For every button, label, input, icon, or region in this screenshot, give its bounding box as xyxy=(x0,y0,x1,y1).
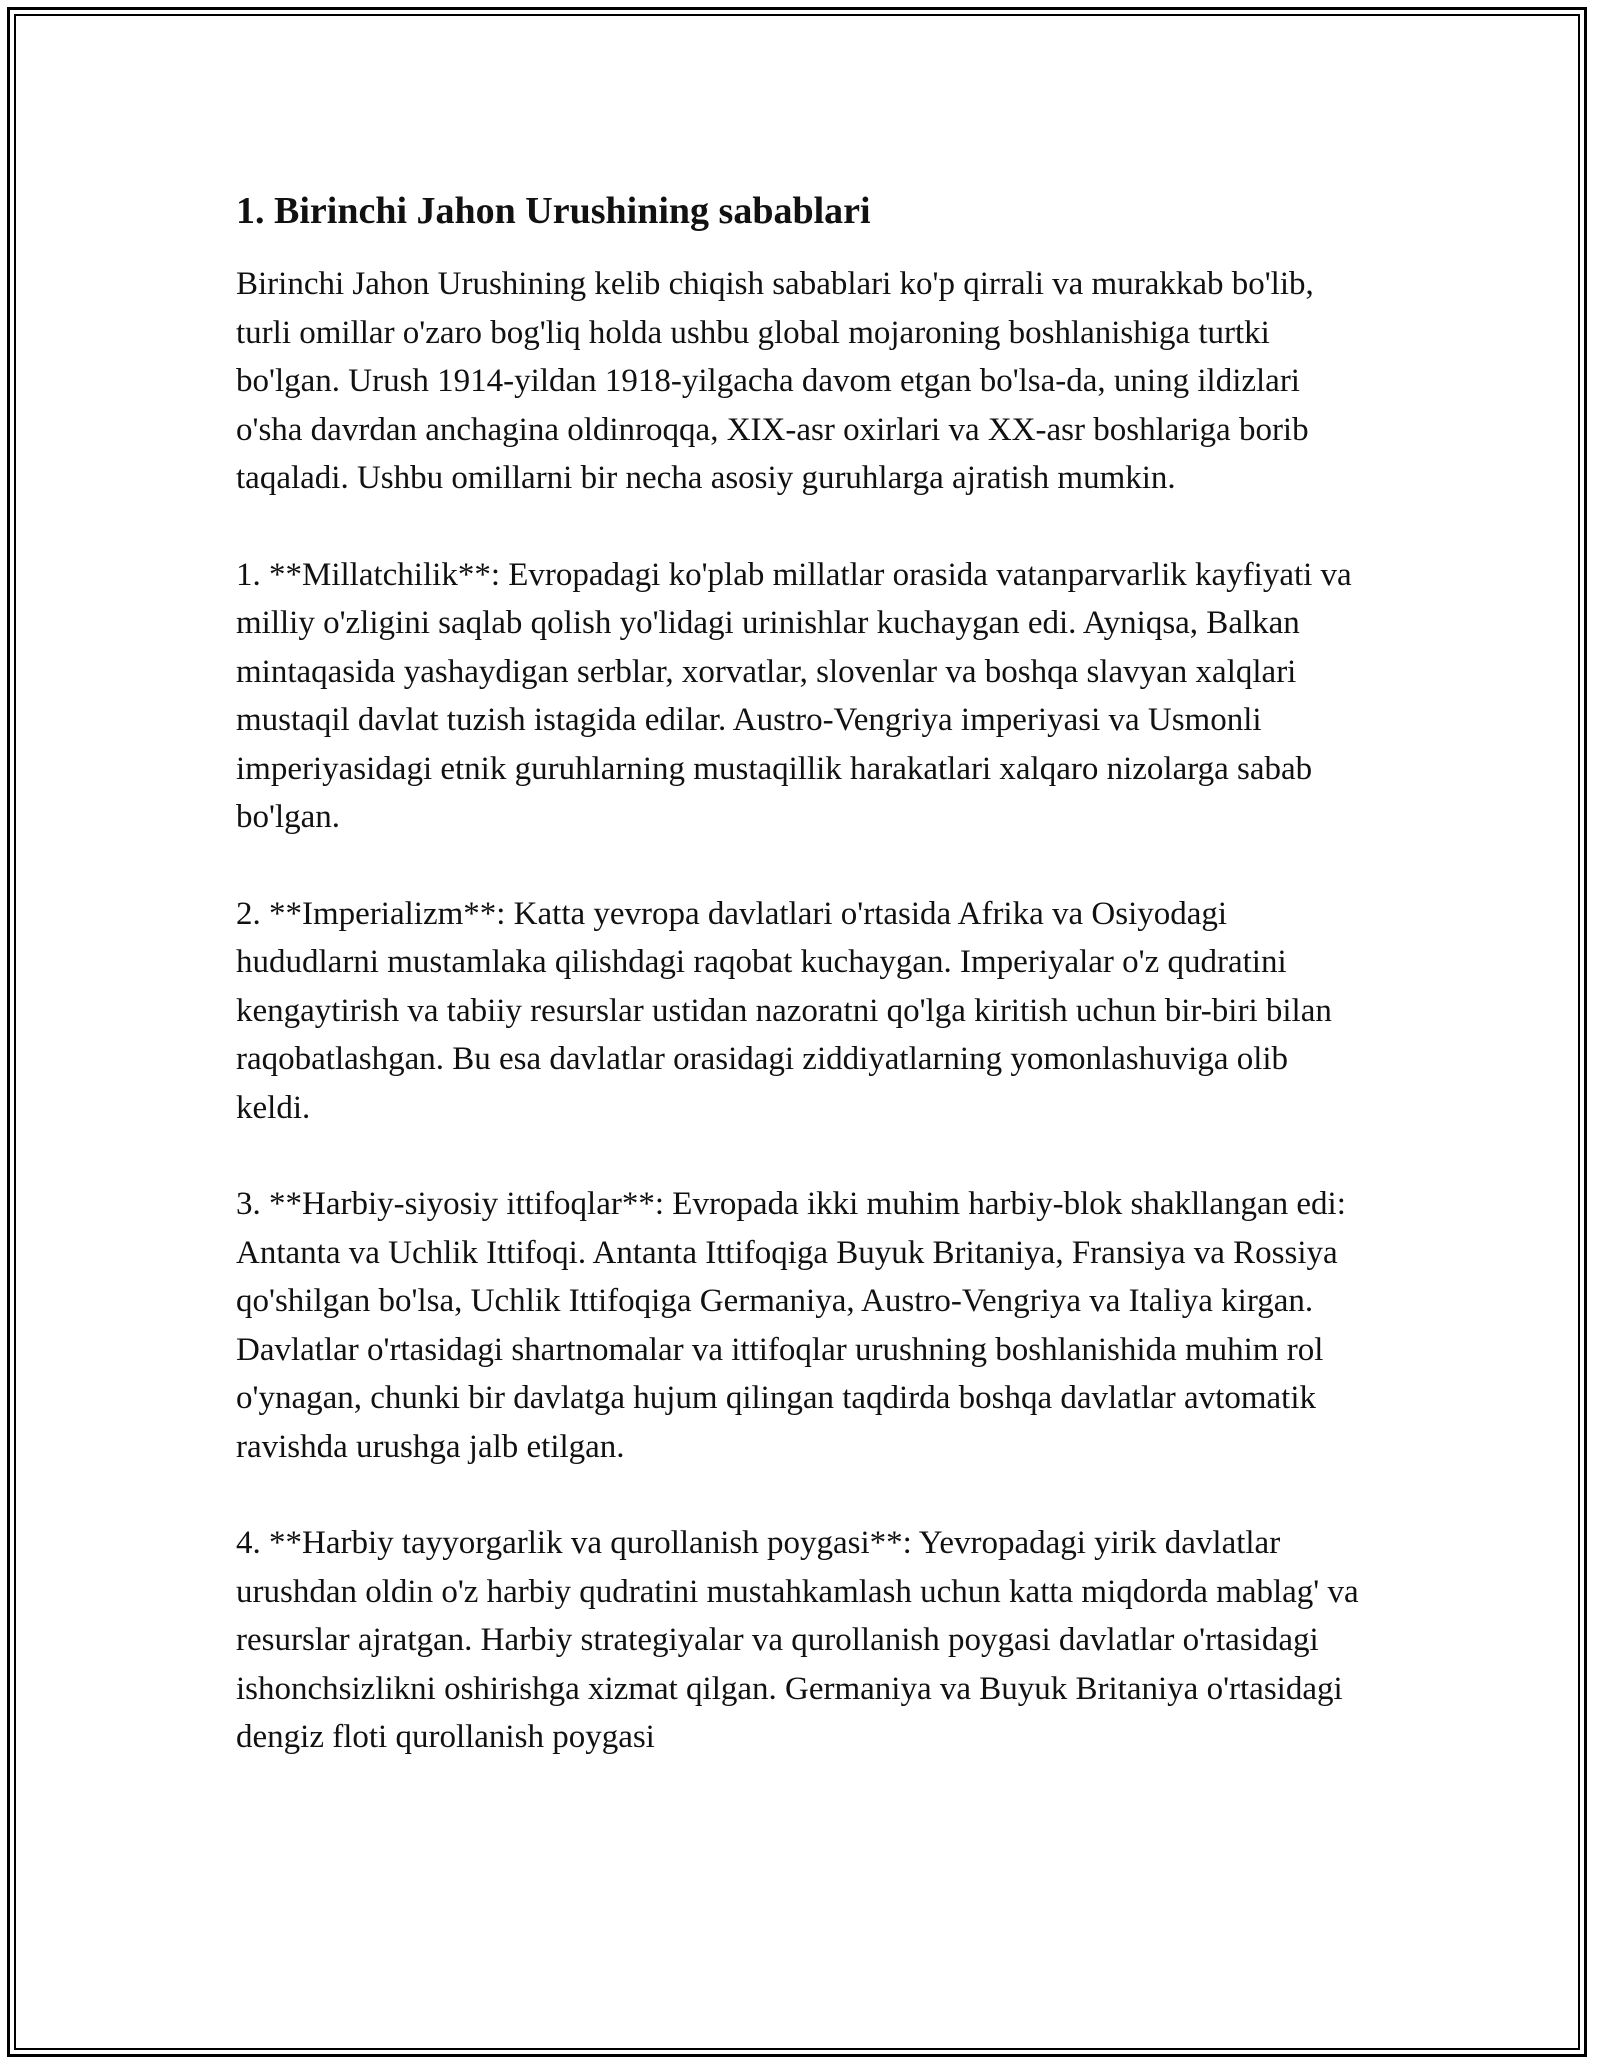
intro-paragraph: Birinchi Jahon Urushining kelib chiqish sabablari ko'p qirrali va murakkab bo'lib, turli omillar o'zaro bog'liq holda ushbu global mojaroning boshlanishiga turtki bo'lgan. Urush 1914-yildan 1918-yilgacha davom etgan bo'lsa-da, uning ildizlari o'sha davrdan anchagina oldinroqqa, XIX-asr oxirlari va XX-asr boshlariga borib taqaladi. Ushbu omillarni bir necha asosiy guruhlarga ajratish mumkin. xyxy=(236,266,1314,496)
paragraph-arms-race: 4. **Harbiy tayyorgarlik va qurollanish poygasi**: Yevropadagi yirik davlatlar urushdan oldin o'z harbiy qudratini mustahkamlash uchun katta miqdorda mablag' va resurslar ajratgan. Harbiy strategiyalar va qurollanish poygasi davlatlar o'rtasidagi ishonchsizlikni oshirishga xizmat qilgan. Germaniya va Buyuk Britaniya o'rtasidagi dengiz floti qurollanish poygasi xyxy=(236,1525,1359,1755)
paragraph-nationalism: 1. **Millatchilik**: Evropadagi ko'plab millatlar orasida vatanparvarlik kayfiyati va milliy o'zligini saqlab qolish yo'lidagi urinishlar kuchaygan edi. Ayniqsa, Balkan mintaqasida yashaydigan serblar, xorvatlar, slovenlar va boshqa slavyan xalqlari mustaqil davlat tuzish istagida edilar. Austro-Vengriya imperiyasi va Usmonli imperiyasidagi etnik guruhlarning mustaqillik harakatlari xalqaro nizolarga sabab bo'lgan. xyxy=(236,556,1352,835)
paragraph-alliances: 3. **Harbiy-siyosiy ittifoqlar**: Evropada ikki muhim harbiy-blok shakllangan edi: Antanta va Uchlik Ittifoqi. Antanta Ittifoqiga Buyuk Britaniya, Fransiya va Rossiya qo'shilgan bo'lsa, Uchlik Ittifoqiga Germaniya, Austro-Vengriya va Italiya kirgan. Davlatlar o'rtasidagi shartnomalar va ittifoqlar urushning boshlanishida muhim rol o'ynagan, chunki bir davlatga hujum qilingan taqdirda boshqa davlatlar avtomatik ravishda urushga jalb etilgan. xyxy=(236,1186,1346,1465)
document-title: 1. Birinchi Jahon Urushining sabablari xyxy=(236,190,871,232)
paragraph-imperialism: 2. **Imperializm**: Katta yevropa davlatlari o'rtasida Afrika va Osiyodagi hududlarni mustamlaka qilishdagi raqobat kuchaygan. Imperiyalar o'z qudratini kengaytirish va tabiiy resurslar ustidan nazoratni qo'lga kiritish uchun bir-biri bilan raqobatlashgan. Bu esa davlatlar orasidagi ziddiyatlarning yomonlashuviga olib keldi. xyxy=(236,895,1332,1126)
document-body xyxy=(236,186,1366,1810)
